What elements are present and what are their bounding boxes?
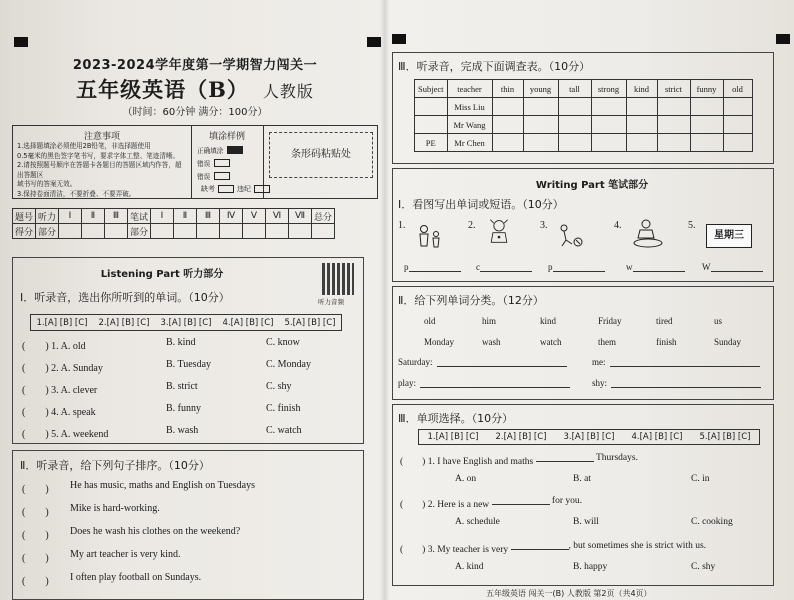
qr-code-icon[interactable]	[322, 263, 354, 295]
picture-number: 1.	[398, 220, 406, 231]
score-input[interactable]	[82, 224, 105, 239]
list-item	[22, 359, 356, 374]
question-title: Ⅱ．给下列单词分类。（12分）	[398, 294, 544, 307]
notice-item: 0.5毫米的黑色签字笔书写，要求字体工整、笔迹清晰。	[17, 151, 180, 160]
survey-input[interactable]	[690, 116, 723, 134]
classify-line	[398, 357, 567, 367]
word-item: them	[598, 337, 616, 347]
teacher-cell: Mr Wang	[447, 116, 492, 134]
question-stem: ( ) 1. I have English and maths	[400, 457, 534, 467]
survey-header-cell: Subject	[415, 80, 448, 98]
score-table-header	[13, 209, 335, 224]
word-item: him	[482, 316, 497, 326]
item-option-a: ( ) 2. A. Sunday	[22, 363, 103, 374]
survey-table	[414, 79, 753, 152]
score-input[interactable]	[197, 224, 220, 239]
survey-header-cell: old	[723, 80, 752, 98]
option-b[interactable]: B. happy	[573, 562, 608, 572]
survey-input[interactable]	[657, 98, 690, 116]
survey-input[interactable]	[723, 134, 752, 152]
answer-line[interactable]	[404, 262, 461, 272]
survey-header-cell: tall	[558, 80, 591, 98]
notice-item: 2.请按照题号顺序在答题卡各题目的答题区域内作答，超出答题区	[17, 161, 182, 179]
answer-underline[interactable]	[633, 263, 685, 272]
question-title: Ⅱ．听录音，给下列句子排序。（10分）	[20, 459, 210, 472]
survey-input[interactable]	[558, 134, 591, 152]
options-row	[455, 517, 794, 527]
answer-paren[interactable]: ( )	[22, 576, 49, 587]
fill-sample-heading: 填涂样例	[208, 132, 245, 142]
answer-bubbles[interactable]: 5.[A] [B] [C]	[699, 432, 751, 442]
list-item	[400, 496, 582, 510]
filled-swatch	[227, 146, 243, 154]
answer-line[interactable]	[548, 262, 605, 272]
blank-line[interactable]	[511, 541, 569, 550]
list-item	[22, 480, 255, 495]
survey-input[interactable]	[523, 134, 558, 152]
option-c[interactable]: C. shy	[691, 562, 716, 572]
notice-item: 域书写的答案无效。	[17, 180, 77, 188]
classify-line	[592, 357, 760, 367]
listening-title: Listening Part 听力部分	[100, 269, 224, 280]
word-item: Sunday	[714, 337, 741, 347]
survey-header-cell: strict	[657, 80, 690, 98]
item-option-b: B. wash	[166, 425, 199, 436]
item-option-c: C. finish	[266, 403, 301, 414]
option-b[interactable]: B. will	[573, 517, 599, 527]
notice-heading: 注意事项	[83, 132, 120, 142]
score-cell: 听力	[36, 209, 59, 224]
survey-input[interactable]	[690, 134, 723, 152]
option-b[interactable]: B. at	[573, 474, 591, 484]
calendar-icon: 星期三	[706, 224, 752, 248]
survey-header-cell: funny	[690, 80, 723, 98]
alignment-marker	[367, 37, 381, 47]
survey-input[interactable]	[523, 98, 558, 116]
answer-line[interactable]	[702, 262, 763, 272]
item-option-a: ( ) 4. A. speak	[22, 407, 96, 418]
alignment-marker	[392, 34, 406, 44]
item-option-c: C. watch	[266, 425, 302, 436]
exam-subject	[20, 74, 370, 104]
hint-letter: W	[702, 262, 711, 272]
answer-underline[interactable]	[409, 263, 461, 272]
list-item	[22, 381, 356, 396]
absent-checkbox[interactable]	[218, 185, 234, 193]
washing-clothes-icon	[630, 218, 666, 248]
survey-input[interactable]	[591, 116, 626, 134]
score-input[interactable]	[220, 224, 243, 239]
wrong-swatch	[214, 159, 230, 167]
word-item: wash	[482, 337, 501, 347]
teacher-cell: Mr Chen	[447, 134, 492, 152]
word-item: Monday	[424, 337, 454, 347]
table-row	[415, 116, 753, 134]
list-item	[400, 453, 638, 467]
score-table-row	[13, 224, 335, 239]
picture-number: 4.	[614, 220, 622, 231]
word-bank-row	[424, 316, 772, 326]
category-label: Saturday:	[398, 357, 433, 367]
answer-paren[interactable]: ( )	[22, 553, 49, 564]
survey-input[interactable]	[492, 116, 523, 134]
score-cell: 总分	[312, 209, 335, 224]
page-spine	[380, 0, 390, 600]
qr-caption: 听力音频	[318, 298, 344, 306]
hint-letter: w	[626, 262, 633, 272]
absent-row	[201, 184, 270, 194]
subject-cell[interactable]	[415, 116, 448, 134]
barcode-area: 条形码粘贴处	[269, 132, 373, 178]
writing-title: Writing Part 笔试部分	[535, 180, 649, 191]
word-item: us	[714, 316, 723, 326]
word-bank-row	[424, 337, 772, 347]
violation-label: 违纪	[237, 185, 251, 193]
score-cell: Ⅳ	[220, 209, 243, 224]
answer-underline[interactable]	[611, 379, 761, 388]
blank-line[interactable]	[536, 453, 594, 462]
table-row	[415, 98, 753, 116]
family-picture-icon	[414, 224, 444, 250]
violation-checkbox[interactable]	[254, 185, 270, 193]
item-option-b: B. kind	[166, 337, 196, 348]
subject-cell[interactable]	[415, 98, 448, 116]
survey-header-row	[415, 80, 753, 98]
survey-header-cell: kind	[626, 80, 657, 98]
item-option-c: C. know	[266, 337, 300, 348]
survey-input[interactable]	[626, 98, 657, 116]
category-label: play:	[398, 378, 416, 388]
score-cell: Ⅰ	[59, 209, 82, 224]
alignment-marker	[776, 34, 790, 44]
options-row	[455, 474, 794, 484]
absent-label: 缺考	[201, 185, 215, 193]
item-option-a: ( ) 5. A. weekend	[22, 429, 109, 440]
survey-input[interactable]	[558, 98, 591, 116]
item-option-a: ( ) 1. A. old	[22, 341, 86, 352]
survey-input[interactable]	[591, 134, 626, 152]
time-note: （时间：60分钟 满分：100分）	[122, 107, 268, 118]
question-stem: ( ) 3. My teacher is very	[400, 545, 509, 555]
word-item: watch	[540, 337, 562, 347]
options-row	[455, 562, 794, 572]
question-title: Ⅲ．听录音，完成下面调查表。（10分）	[398, 60, 591, 73]
answer-paren[interactable]: ( )	[22, 484, 49, 495]
answer-strip	[418, 429, 760, 445]
exam-title: 2023-2024学年度第一学期智力闯关一	[72, 58, 318, 73]
table-row	[415, 134, 753, 152]
answer-bubbles[interactable]: 3.[A] [B] [C]	[563, 432, 615, 442]
page-footer: 五年级英语 闯关一(B) 人教版 第2页（共4页）	[486, 589, 652, 598]
word-item: tired	[656, 316, 673, 326]
answer-bubbles[interactable]: 4.[A] [B] [C]	[222, 317, 274, 328]
question-tail: , but sometimes she is strict with us.	[568, 541, 707, 551]
answer-bubbles[interactable]: 4.[A] [B] [C]	[631, 432, 683, 442]
score-input[interactable]	[105, 224, 128, 239]
score-input[interactable]	[151, 224, 174, 239]
question-stem: ( ) 2. Here is a new	[400, 500, 490, 510]
score-cell: 部分	[128, 224, 151, 239]
hint-letter: p	[548, 262, 553, 272]
survey-input[interactable]	[626, 134, 657, 152]
subject-cell: PE	[415, 134, 448, 152]
score-input[interactable]	[312, 224, 335, 239]
item-option-b: B. Tuesday	[166, 359, 212, 370]
list-item	[400, 541, 706, 555]
score-table	[12, 208, 335, 239]
word-item: kind	[540, 316, 557, 326]
answer-bubbles[interactable]: 1.[A] [B] [C]	[36, 317, 88, 328]
answer-paren[interactable]: ( )	[22, 507, 49, 518]
answer-bubbles[interactable]: 5.[A] [B] [C]	[284, 317, 336, 328]
answer-underline[interactable]	[437, 358, 567, 367]
question-title: Ⅰ．看图写出单词或短语。（10分）	[398, 198, 564, 211]
list-item	[22, 337, 356, 352]
survey-header-cell: thin	[492, 80, 523, 98]
answer-underline[interactable]	[480, 263, 532, 272]
sentence-text: I often play football on Sundays.	[70, 572, 202, 583]
answer-underline[interactable]	[420, 379, 570, 388]
question-title: Ⅲ．单项选择。（10分）	[398, 412, 514, 425]
score-cell: Ⅱ	[82, 209, 105, 224]
fill-sample-wrong	[191, 158, 263, 168]
item-option-a: ( ) 3. A. clever	[22, 385, 98, 396]
survey-input[interactable]	[591, 98, 626, 116]
teacher-cell: Miss Liu	[447, 98, 492, 116]
list-item	[22, 526, 240, 541]
option-a[interactable]: A. schedule	[455, 517, 500, 527]
score-cell: Ⅴ	[243, 209, 266, 224]
fill-sample-correct	[191, 145, 263, 155]
list-item	[22, 503, 160, 518]
option-a[interactable]: A. on	[455, 474, 477, 484]
hint-letter: p	[404, 262, 409, 272]
question-tail: for you.	[551, 496, 582, 506]
score-cell: 笔试	[128, 209, 151, 224]
hint-letter: c	[476, 262, 480, 272]
list-item	[22, 549, 181, 564]
question-tail: Thursdays.	[596, 453, 638, 463]
picture-number: 2.	[468, 220, 476, 231]
fill-sample-wrong	[191, 171, 263, 181]
answer-paren[interactable]: ( )	[22, 530, 49, 541]
item-option-c: C. shy	[266, 381, 292, 392]
wrong-swatch	[214, 172, 230, 180]
survey-header-cell: young	[523, 80, 558, 98]
score-cell: Ⅲ	[197, 209, 220, 224]
list-item	[22, 403, 356, 418]
answer-bubbles[interactable]: 2.[A] [B] [C]	[98, 317, 150, 328]
fill-label: 错误	[197, 173, 211, 181]
score-cell: 部分	[36, 224, 59, 239]
answer-line[interactable]	[626, 262, 685, 272]
subject-name: 五年级英语（B）	[76, 77, 249, 102]
survey-header-cell: strong	[591, 80, 626, 98]
answer-bubbles[interactable]: 3.[A] [B] [C]	[160, 317, 212, 328]
sentence-text: Does he wash his clothes on the weekend?	[70, 526, 241, 537]
answer-bubbles[interactable]: 2.[A] [B] [C]	[495, 432, 547, 442]
category-label: me:	[592, 357, 606, 367]
notice-item: 1.选择题填涂必须使用2B铅笔，非选择题使用	[17, 142, 151, 150]
survey-input[interactable]	[492, 98, 523, 116]
notice-item: 3.保持卷面清洁，不要折叠、不要弄破。	[17, 189, 136, 198]
survey-input[interactable]	[657, 134, 690, 152]
word-item: finish	[656, 337, 677, 347]
sentence-text: My art teacher is very kind.	[70, 549, 181, 560]
score-cell: 题号	[13, 209, 36, 224]
list-item	[22, 572, 201, 587]
answer-underline[interactable]	[711, 263, 763, 272]
score-input[interactable]	[174, 224, 197, 239]
notice-column	[13, 126, 192, 198]
answer-underline[interactable]	[553, 263, 605, 272]
picture-number: 3.	[540, 220, 548, 231]
survey-input[interactable]	[523, 116, 558, 134]
survey-input[interactable]	[558, 116, 591, 134]
score-cell: Ⅰ	[151, 209, 174, 224]
survey-input[interactable]	[690, 98, 723, 116]
score-input[interactable]	[289, 224, 312, 239]
edition-label: 人教版	[262, 82, 314, 101]
score-cell: Ⅵ	[266, 209, 289, 224]
item-option-b: B. funny	[166, 403, 201, 414]
survey-input[interactable]	[657, 116, 690, 134]
score-cell: Ⅲ	[105, 209, 128, 224]
category-label: shy:	[592, 378, 608, 388]
answer-underline[interactable]	[610, 358, 760, 367]
survey-header-cell: teacher	[447, 80, 492, 98]
blank-line[interactable]	[492, 496, 550, 505]
word-item: old	[424, 316, 436, 326]
option-c[interactable]: C. cooking	[691, 517, 733, 527]
item-option-b: B. strict	[166, 381, 198, 392]
score-cell: Ⅶ	[289, 209, 312, 224]
survey-input[interactable]	[723, 98, 752, 116]
option-c[interactable]: C. in	[691, 474, 710, 484]
item-option-c: C. Monday	[266, 359, 311, 370]
survey-input[interactable]	[723, 116, 752, 134]
sentence-text: He has music, maths and English on Tuesdays	[70, 480, 255, 491]
question-title: Ⅰ．听录音，选出你所听到的单词。（10分）	[20, 291, 230, 304]
score-cell: Ⅱ	[174, 209, 197, 224]
word-item: Friday	[598, 316, 622, 326]
classify-line	[592, 378, 761, 388]
score-input[interactable]	[243, 224, 266, 239]
clown-picture-icon	[484, 218, 514, 244]
survey-input[interactable]	[492, 134, 523, 152]
option-a[interactable]: A. kind	[455, 562, 484, 572]
sentence-text: Mike is hard-working.	[70, 503, 160, 514]
fill-label: 错误	[197, 160, 211, 168]
score-cell: 得分	[13, 224, 36, 239]
survey-input[interactable]	[626, 116, 657, 134]
score-input[interactable]	[266, 224, 289, 239]
fill-label: 正确填涂	[197, 147, 224, 155]
list-item	[22, 425, 356, 440]
picture-number: 5.	[688, 220, 696, 231]
alignment-marker	[14, 37, 28, 47]
answer-line[interactable]	[476, 262, 532, 272]
classify-line	[398, 378, 570, 388]
score-input[interactable]	[59, 224, 82, 239]
football-player-icon	[556, 222, 586, 248]
notice-panel	[12, 125, 378, 199]
answer-bubbles[interactable]: 1.[A] [B] [C]	[427, 432, 479, 442]
answer-strip	[30, 314, 342, 331]
